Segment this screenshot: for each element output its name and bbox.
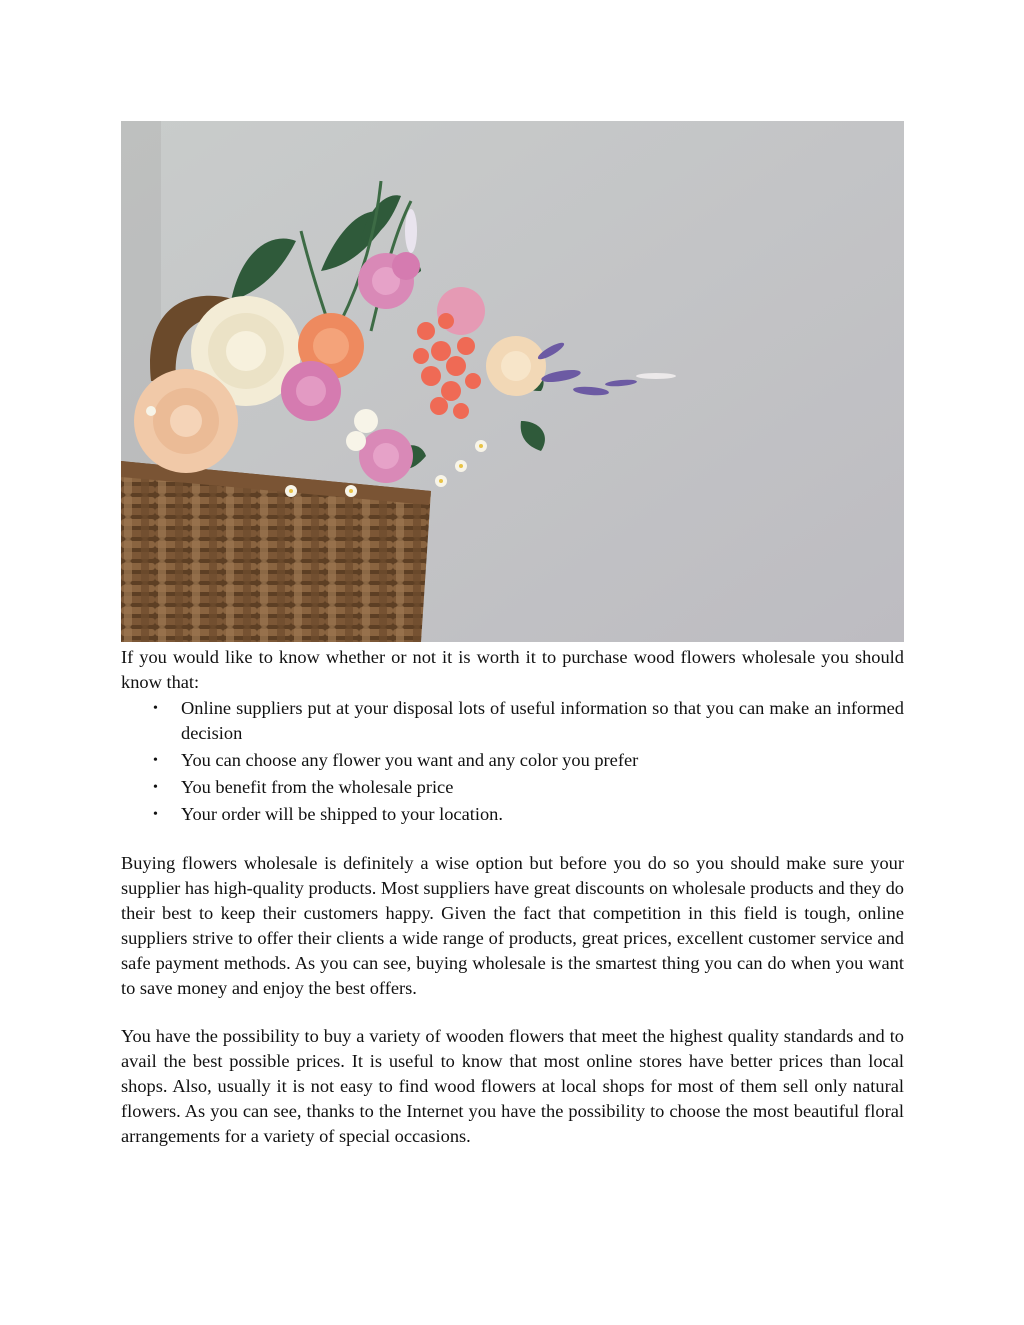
document-page (121, 121, 904, 1149)
list-item-text: You benefit from the wholesale price (181, 777, 454, 797)
intro-paragraph: If you would like to know whether or not it is worth it to purchase wood flowers wholesale you should know that: (121, 647, 904, 692)
bullet-icon: • (153, 753, 158, 768)
list-item-text: Online suppliers put at your disposal lots of useful information so that you can make an informed decision (181, 698, 904, 743)
list-item (121, 802, 904, 827)
body-text (121, 645, 904, 1149)
bullet-icon: • (153, 807, 158, 822)
list-item (121, 696, 904, 746)
list-item-text: Your order will be shipped to your location. (181, 804, 503, 824)
bullet-icon: • (153, 701, 158, 716)
benefits-list (121, 696, 904, 827)
bullet-icon: • (153, 780, 158, 795)
body-paragraph: You have the possibility to buy a variety of wooden flowers that meet the highest quality standards and to avail the best possible prices. It is useful to know that most online stores have better prices than local shops. Also, usually it is not easy to find wood flowers at local shops for most of them sell only natural flowers. As you can see, thanks to the Internet you have the possibility to choose the most beautiful floral arrangements for a variety of special occasions. (121, 1026, 904, 1146)
flower-basket-photo (121, 121, 904, 642)
list-item (121, 775, 904, 800)
list-item (121, 748, 904, 773)
list-item-text: You can choose any flower you want and any color you prefer (181, 750, 639, 770)
body-paragraph: Buying flowers wholesale is definitely a wise option but before you do so you should make sure your supplier has high-quality products. Most suppliers have great discounts on wholesale products and they do their best to keep their customers happy. Given the fact that competition in this field is tough, online suppliers strive to offer their clients a wide range of products, great prices, excellent customer service and safe payment methods. As you can see, buying wholesale is the smartest thing you can do when you want to save money and enjoy the best offers. (121, 853, 904, 998)
